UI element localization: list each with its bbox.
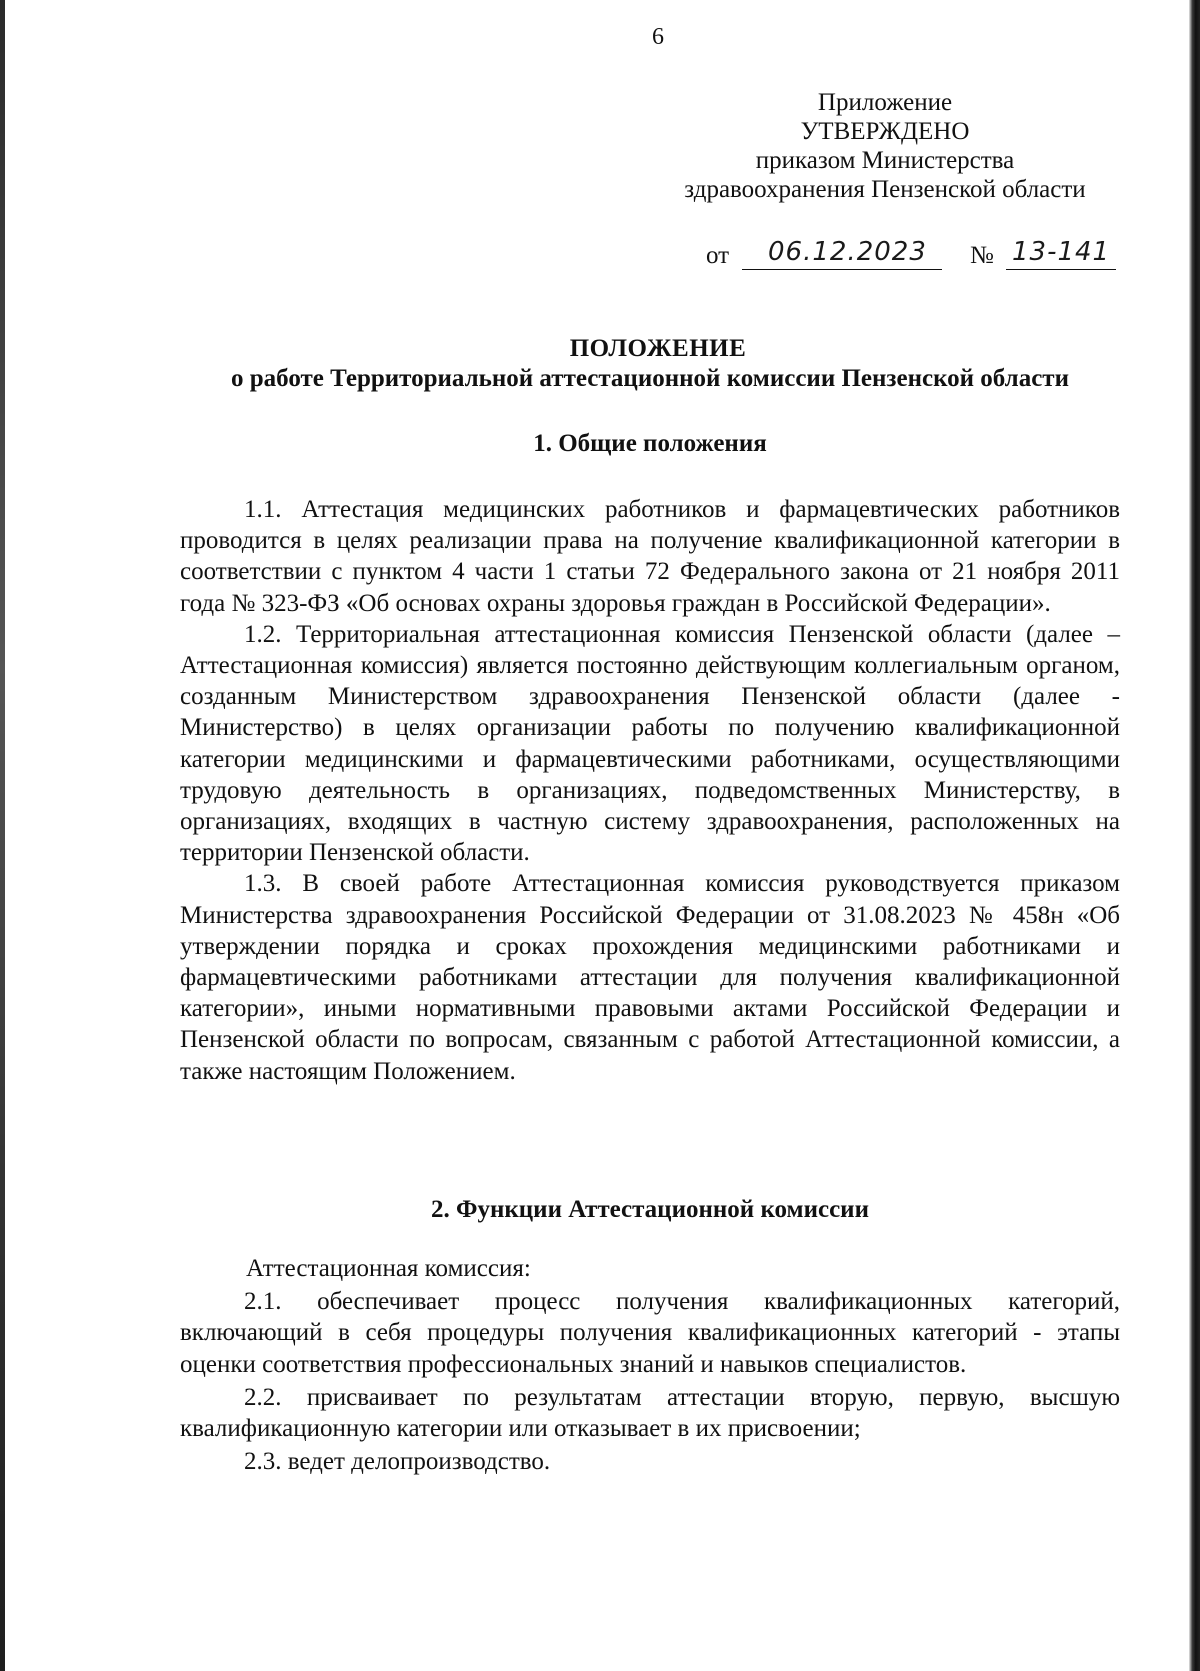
- paragraph-1-3: 1.3. В своей работе Аттестационная комиссия руководствуется приказом Министерства здравоохранения Российской Федерации от 31.08.2023 № 458н «Об утверждении порядка и сроках прохождения медицинскими работниками и фармацевтическими работниками аттестации для получения квалификационной категории», иными нормативными правовыми актами Российской Федерации и Пензенской области по вопросам, связанным с работой Аттестационной комиссии, а также настоящим Положением.: [180, 870, 1120, 1085]
- section-1-body: [180, 494, 1120, 1087]
- paragraph-2-3: 2.3. ведет делопроизводство.: [244, 1448, 551, 1476]
- approval-line-appendix: Приложение: [817, 89, 953, 116]
- section-2-heading: 2. Функции Аттестационной комиссии: [430, 1196, 869, 1223]
- document-subtitle: о работе Территориальной аттестационной комиссии Пензенской области: [231, 365, 1069, 392]
- order-date-field: [742, 233, 942, 270]
- order-number-field: [1006, 233, 1116, 270]
- paragraph-2-1: 2.1. обеспечивает процесс получения квалификационных категорий, включающий в себя процедуры получения квалификационных категорий - этапы оценки соответствия профессиональных знаний и навыков специалистов.: [180, 1288, 1120, 1378]
- approval-stamp-block: [650, 88, 1120, 204]
- number-label: №: [970, 242, 994, 269]
- page-number: 6: [652, 24, 664, 50]
- scan-edge-left: [0, 0, 5, 1671]
- paragraph-1-2: 1.2. Территориальная аттестационная комиссия Пензенской области (далее – Аттестационная комиссия) является постоянно действующим коллегиальным органом, созданным Министерством здравоохранения Пензенской области (далее - Министерство) в целях организации работы по получению квалификационной категории медицинскими и фармацевтическими работниками, осуществляющими трудовую деятельность в организациях, подведомственных Министерству, в организациях, входящих в частную систему здравоохранения, расположенных на территории Пензенской области.: [180, 620, 1120, 867]
- paragraph-2-2: 2.2. присваивает по результатам аттестации вторую, первую, высшую квалификационную категории или отказывает в их присвоении;: [180, 1383, 1120, 1443]
- order-date-number-line: [706, 232, 1120, 274]
- document-title: ПОЛОЖЕНИЕ: [569, 335, 747, 362]
- handwritten-date: 06.12.2023: [768, 237, 927, 267]
- approval-line-order: приказом Министерства: [755, 147, 1015, 174]
- handwritten-number: 13-141: [1012, 237, 1111, 267]
- section-2-intro: Аттестационная комиссия:: [246, 1255, 531, 1282]
- section-1-heading: 1. Общие положения: [533, 430, 767, 457]
- paragraph-1-1: 1.1. Аттестация медицинских работников и фармацевтических работников проводится в целях реализации права на получение квалификационной категории в соответствии с пунктом 4 части 1 статьи 72 Федерального закона от 21 ноября 2011 года № 323-ФЗ «Об основах охраны здоровья граждан в Российской Федерации».: [180, 496, 1120, 617]
- approval-line-ministry: здравоохранения Пензенской области: [684, 176, 1086, 203]
- section-2-body: [180, 1253, 1120, 1477]
- from-label: от: [706, 242, 730, 269]
- scan-edge-right: [1189, 0, 1200, 1671]
- approval-line-approved: УТВЕРЖДЕНО: [800, 118, 970, 145]
